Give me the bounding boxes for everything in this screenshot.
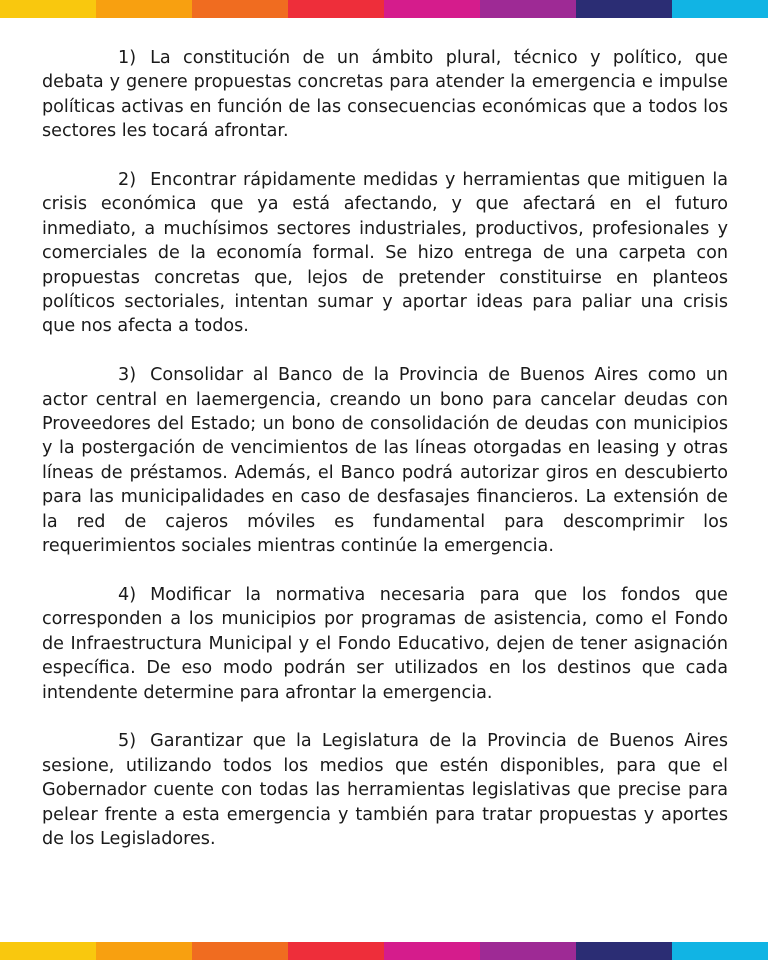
paragraph-text: La constitución de un ámbito plural, técnico y político, que debata y genere propuestas concretas para atender la emergencia e impulse políticas activas en función de las consecuencias económicas que a todos los sectores les tocará afrontar. [42, 48, 728, 142]
paragraph-number: 1) [118, 48, 137, 68]
stripe-segment [192, 942, 288, 960]
paragraph-4 [42, 583, 728, 705]
document-body [42, 46, 728, 876]
paragraph-text: Consolidar al Banco de la Provincia de Buenos Aires como un actor central en laemergencia, creando un bono para cancelar deudas con Proveedores del Estado; un bono de consolidación de deudas con municipios y la postergación de vencimientos de las líneas otorgadas en leasing y otras líneas de préstamos. Además, el Banco podrá autorizar giros en descubierto para las municipalidades en caso de desfasajes financieros. La extensión de la red de cajeros móviles es fundamental para descomprimir los requerimientos sociales mientras continúe la emergencia. [42, 365, 728, 557]
bottom-color-stripe [0, 942, 768, 960]
paragraph-text: Encontrar rápidamente medidas y herramientas que mitiguen la crisis económica que ya está afectando, y que afectará en el futuro inmediato, a muchísimos sectores industriales, productivos, profesionales y comerciales de la economía formal. Se hizo entrega de una carpeta con propuestas concretas que, lejos de pretender constituirse en planteos políticos sectoriales, intentan sumar y aportar ideas para paliar una crisis que nos afecta a todos. [42, 170, 728, 337]
stripe-segment [384, 942, 480, 960]
stripe-segment [576, 0, 672, 18]
stripe-segment [288, 942, 384, 960]
paragraph-number: 4) [118, 584, 137, 605]
stripe-segment [384, 0, 480, 18]
paragraph-1 [42, 46, 728, 144]
stripe-segment [96, 942, 192, 960]
stripe-segment [0, 0, 96, 18]
paragraph-text: Modificar la normativa necesaria para que los fondos que corresponden a los municipios por programas de asistencia, como el Fondo de Infraestructura Municipal y el Fondo Educativo, dejen de tener asignación específica. De eso modo podrán ser utilizados en los destinos que cada intendente determine para afrontar la emergencia. [42, 584, 728, 703]
paragraph-number: 3) [118, 365, 137, 386]
top-color-stripe [0, 0, 768, 18]
stripe-segment [672, 0, 768, 18]
paragraph-text: Garantizar que la Legislatura de la Provincia de Buenos Aires sesione, utilizando todos los medios que estén disponibles, para que el Gobernador cuente con todas las herramientas legislativas que precise para pelear frente a esta emergencia y también para tratar propuestas y aportes de los Legisladores. [42, 731, 728, 849]
paragraph-5 [42, 729, 728, 851]
paragraph-number: 5) [118, 731, 137, 752]
paragraph-number: 2) [118, 170, 137, 191]
stripe-segment [0, 942, 96, 960]
stripe-segment [480, 0, 576, 18]
stripe-segment [576, 942, 672, 960]
stripe-segment [480, 942, 576, 960]
paragraph-3 [42, 363, 728, 558]
stripe-segment [672, 942, 768, 960]
stripe-segment [288, 0, 384, 18]
paragraph-2 [42, 168, 728, 339]
stripe-segment [96, 0, 192, 18]
stripe-segment [192, 0, 288, 18]
